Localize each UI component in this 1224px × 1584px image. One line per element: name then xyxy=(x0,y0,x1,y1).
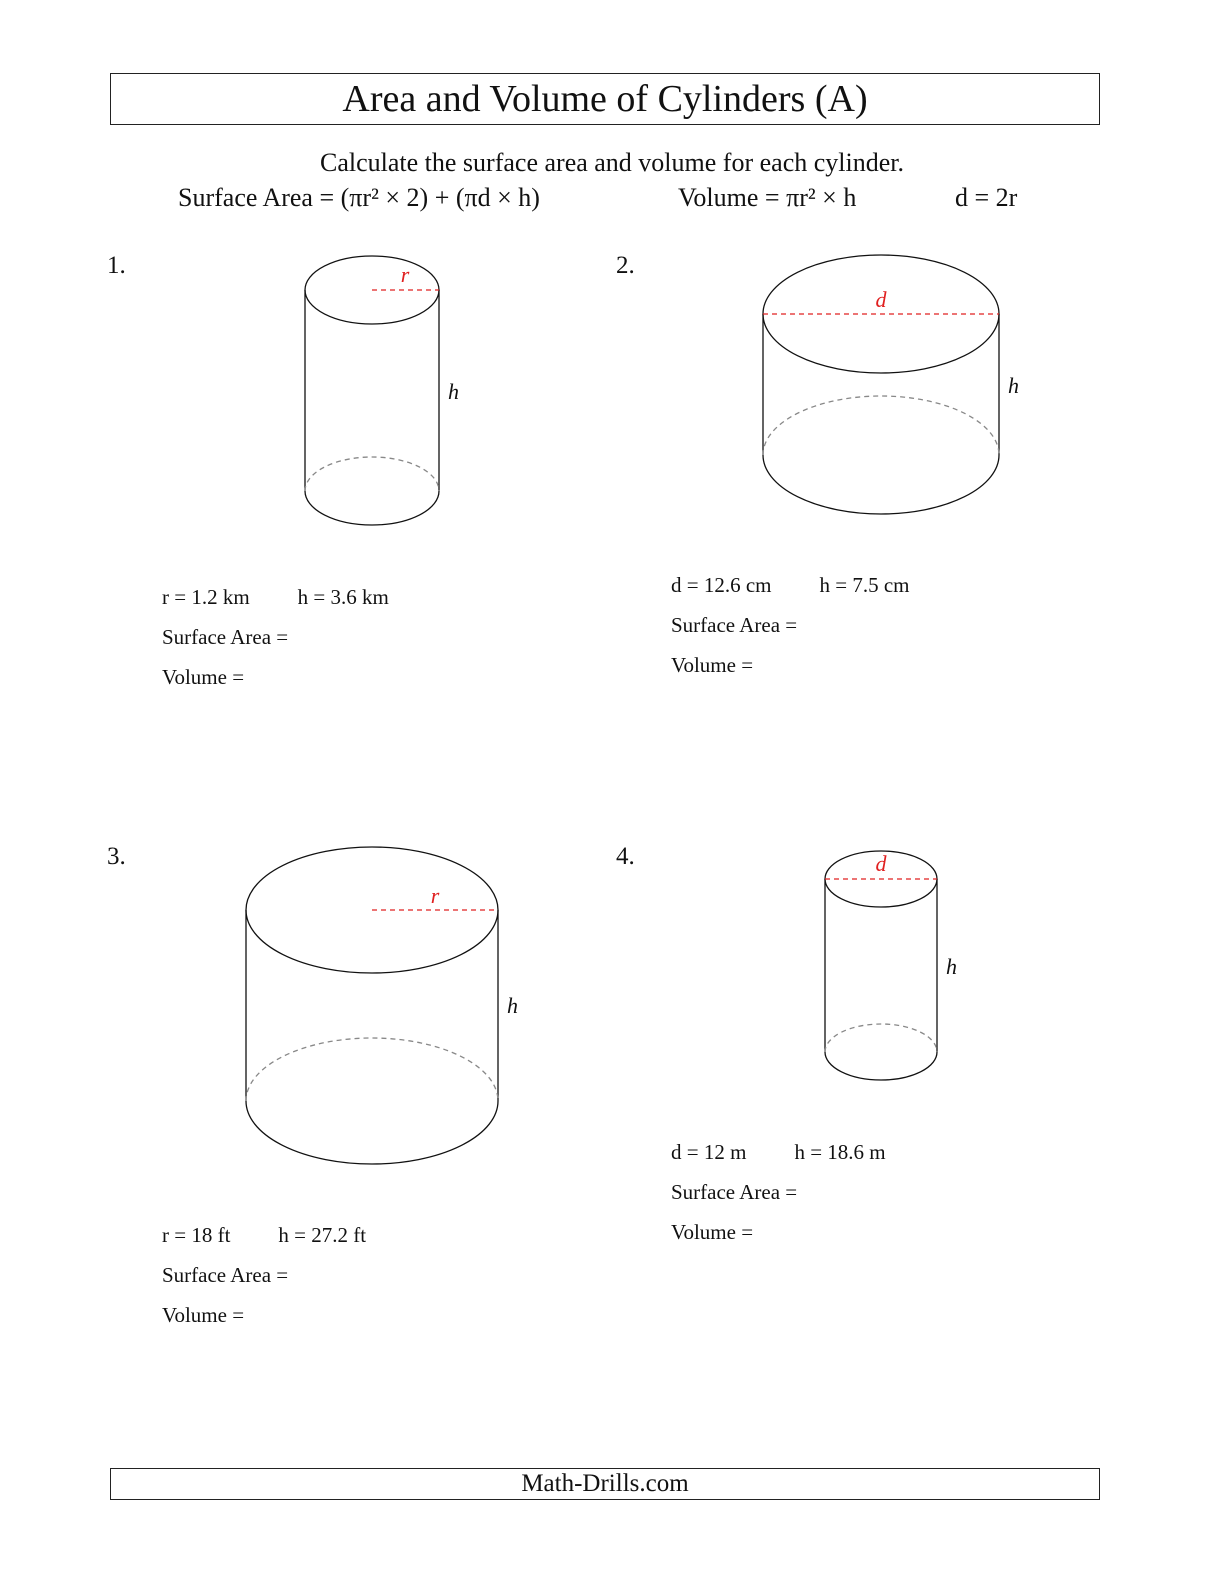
problem-4-given-diameter: d = 12 m xyxy=(671,1140,747,1164)
cylinder-1-bottom-back xyxy=(305,457,439,491)
cylinder-2-diameter-label: d xyxy=(875,287,887,312)
cylinder-3-height-label: h xyxy=(507,993,518,1018)
problem-4-info xyxy=(671,1132,886,1252)
cylinder-3-bottom-front xyxy=(246,1101,498,1164)
cylinder-4-bottom-back xyxy=(825,1024,937,1052)
cylinder-1-height-label: h xyxy=(448,379,459,404)
problem-4-surface-area-label: Surface Area = xyxy=(671,1180,798,1204)
worksheet-title: Area and Volume of Cylinders (A) xyxy=(110,73,1100,125)
cylinder-3-bottom-back xyxy=(246,1038,498,1101)
problem-3-info xyxy=(162,1215,366,1335)
cylinder-1-radius-label: r xyxy=(400,262,410,287)
problem-1-info xyxy=(162,577,389,697)
problem-4-number: 4. xyxy=(616,843,635,870)
problem-2-number: 2. xyxy=(616,252,635,279)
cylinder-3-radius-label: r xyxy=(430,883,440,908)
problem-4-volume-label: Volume = xyxy=(671,1220,754,1244)
problem-3-given-height: h = 27.2 ft xyxy=(278,1223,367,1247)
cylinder-3 xyxy=(246,847,498,1164)
problem-3-given-radius: r = 18 ft xyxy=(162,1223,231,1247)
cylinder-4 xyxy=(825,851,937,1080)
problem-1-given-radius: r = 1.2 km xyxy=(162,585,250,609)
cylinder-2-bottom-front xyxy=(763,455,999,514)
problem-2-surface-area-label: Surface Area = xyxy=(671,613,798,637)
problem-3-surface-area-label: Surface Area = xyxy=(162,1263,289,1287)
cylinder-4-diameter-label: d xyxy=(875,851,887,876)
instructions: Calculate the surface area and volume for each cylinder. xyxy=(320,148,904,177)
cylinder-2-bottom-back xyxy=(763,396,999,455)
cylinder-1-bottom-front xyxy=(305,491,439,525)
surface-area-formula: Surface Area = (πr² × 2) + (πd × h) xyxy=(178,183,540,212)
diameter-formula: d = 2r xyxy=(955,183,1018,212)
cylinder-4-bottom-front xyxy=(825,1052,937,1080)
volume-formula: Volume = πr² × h xyxy=(678,183,857,212)
problem-2-given-height: h = 7.5 cm xyxy=(819,573,910,597)
problem-1-number: 1. xyxy=(107,252,126,279)
problem-3-volume-label: Volume = xyxy=(162,1303,245,1327)
cylinder-4-height-label: h xyxy=(946,954,957,979)
problem-3-number: 3. xyxy=(107,843,126,870)
problem-2-info xyxy=(671,565,910,685)
problem-2-volume-label: Volume = xyxy=(671,653,754,677)
problem-4-given-height: h = 18.6 m xyxy=(794,1140,886,1164)
problem-1-surface-area-label: Surface Area = xyxy=(162,625,289,649)
footer-site-name: Math-Drills.com xyxy=(110,1468,1100,1500)
problem-1-volume-label: Volume = xyxy=(162,665,245,689)
problem-1-given-height: h = 3.6 km xyxy=(297,585,389,609)
cylinder-2-height-label: h xyxy=(1008,373,1019,398)
problem-2-given-diameter: d = 12.6 cm xyxy=(671,573,772,597)
cylinder-1 xyxy=(305,256,439,525)
